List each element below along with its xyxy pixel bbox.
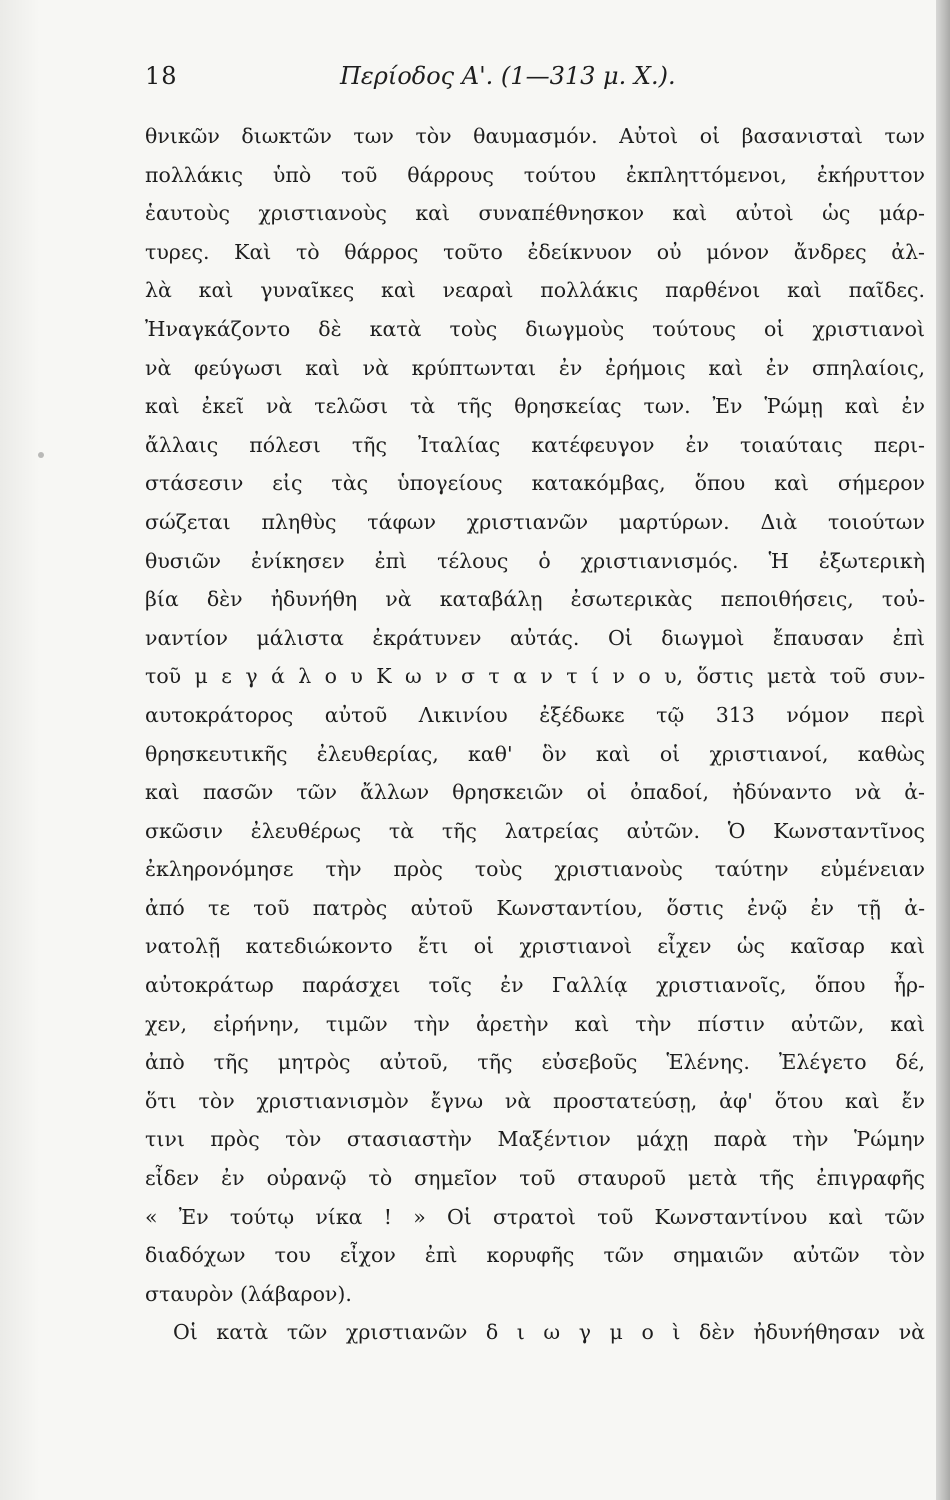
page-header xyxy=(145,62,925,102)
text-line: νὰ φεύγωσι καὶ νὰ κρύπτωνται ἐν ἐρήμοις καὶ ἐν σπηλαίοις, xyxy=(145,355,925,380)
text-line: ἀπό τε τοῦ πατρὸς αὐτοῦ Κωνσταντίου, ὅστις ἐνῷ ἐν τῇ ἀ- xyxy=(145,895,925,920)
text-line: πολλάκις ὑπὸ τοῦ θάρρους τούτου ἐκπληττόμενοι, ἐκήρυττον xyxy=(145,162,925,187)
text-line: διαδόχων του εἶχον ἐπὶ κορυφῆς τῶν σημαιῶν αὐτῶν τὸν xyxy=(145,1243,925,1268)
gutter-shadow xyxy=(0,0,40,1500)
text-line: θυσιῶν ἐνίκησεν ἐπὶ τέλους ὁ χριστιανισμός. Ἡ ἐξωτερικὴ xyxy=(145,548,925,573)
text-line: θνικῶν διωκτῶν των τὸν θαυμασμόν. Αὐτοὶ οἱ βασανισταὶ των xyxy=(145,124,925,148)
text-line: αὐτοκράτωρ παράσχει τοῖς ἐν Γαλλίᾳ χριστιανοῖς, ὅπου ἦρ- xyxy=(145,973,925,998)
text-line: στάσεσιν εἰς τὰς ὑπογείους κατακόμβας, ὅπου καὶ σήμερον xyxy=(145,471,925,496)
text-line: βία δὲν ἠδυνήθη νὰ καταβάλῃ ἐσωτερικὰς πεποιθήσεις, τοὐ- xyxy=(145,587,925,612)
text-line: καὶ ἐκεῖ νὰ τελῶσι τὰ τῆς θρησκείας των. Ἐν Ῥώμῃ καὶ ἐν xyxy=(145,394,925,419)
text-line: τυρες. Καὶ τὸ θάρρος τοῦτο ἐδείκνυον οὐ μόνον ἄνδρες ἀλ- xyxy=(145,239,925,264)
page-number: 18 xyxy=(145,62,178,90)
text-line: νατολῇ κατεδιώκοντο ἔτι οἱ χριστιανοὶ εἶχεν ὡς καῖσαρ καὶ xyxy=(145,934,925,959)
text-line: τοῦ μ ε γ ά λ ο υ Κ ω ν σ τ α ν τ ί ν ο υ, ὅστις μετὰ τοῦ συν- xyxy=(145,664,925,689)
text-line: ἀπὸ τῆς μητρὸς αὐτοῦ, τῆς εὐσεβοῦς Ἑλένης. Ἐλέγετο δέ, xyxy=(145,1050,925,1075)
text-line: ἑαυτοὺς χριστιανοὺς καὶ συναπέθνησκον καὶ αὐτοὶ ὡς μάρ- xyxy=(145,201,925,226)
body-text xyxy=(145,117,925,1352)
text-line-paragraph-end: σταυρὸν (λάβαρον). xyxy=(145,1281,352,1306)
text-line: καὶ πασῶν τῶν ἄλλων θρησκειῶν οἱ ὀπαδοί, ἠδύναντο νὰ ἀ- xyxy=(145,780,925,805)
text-line: ναντίον μάλιστα ἐκράτυνεν αὐτάς. Οἱ διωγμοὶ ἔπαυσαν ἐπὶ xyxy=(145,625,925,650)
text-line: λὰ καὶ γυναῖκες καὶ νεαραὶ πολλάκις παρθένοι καὶ παῖδες. xyxy=(145,278,925,303)
text-line: « Ἐν τούτῳ νίκα ! » Οἱ στρατοὶ τοῦ Κωνσταντίνου καὶ τῶν xyxy=(145,1204,925,1229)
text-line: σκῶσιν ἐλευθέρως τὰ τῆς λατρείας αὐτῶν. Ὁ Κωνσταντῖνος xyxy=(145,818,925,843)
text-line-paragraph-start: Οἱ κατὰ τῶν χριστιανῶν δ ι ω γ μ ο ὶ δὲν ἠδυνήθησαν νὰ xyxy=(173,1320,925,1345)
text-line: σώζεται πληθὺς τάφων χριστιανῶν μαρτύρων. Διὰ τοιούτων xyxy=(145,509,925,534)
text-line: ἐκληρονόμησε τὴν πρὸς τοὺς χριστιανοὺς ταύτην εὐμένειαν xyxy=(145,857,925,882)
paper-speck xyxy=(38,452,44,458)
text-line: τινι πρὸς τὸν στασιαστὴν Μαξέντιον μάχῃ παρὰ τὴν Ῥώμην xyxy=(145,1127,925,1152)
text-line: ἄλλαις πόλεσι τῆς Ἰταλίας κατέφευγον ἐν τοιαύταις περι- xyxy=(145,432,925,457)
text-line: ὅτι τὸν χριστιανισμὸν ἔγνω νὰ προστατεύσῃ, ἀφ' ὅτου καὶ ἔν xyxy=(145,1088,925,1113)
text-line: εἶδεν ἐν οὐρανῷ τὸ σημεῖον τοῦ σταυροῦ μετὰ τῆς ἐπιγραφῆς xyxy=(145,1166,925,1191)
text-line: αυτοκράτορος αὐτοῦ Λικινίου ἐξέδωκε τῷ 313 νόμον περὶ xyxy=(145,702,925,727)
text-line: χεν, εἰρήνην, τιμῶν τὴν ἀρετὴν καὶ τὴν πίστιν αὐτῶν, καὶ xyxy=(145,1011,925,1036)
page-edge xyxy=(936,0,950,1500)
text-line: Ἠναγκάζοντο δὲ κατὰ τοὺς διωγμοὺς τούτους οἱ χριστιανοὶ xyxy=(145,316,925,341)
text-line: θρησκευτικῆς ἐλευθερίας, καθ' ὃν καὶ οἱ χριστιανοί, καθὼς xyxy=(145,741,925,766)
running-head: Περίοδος Α'. (1—313 μ. Χ.). xyxy=(340,62,676,90)
